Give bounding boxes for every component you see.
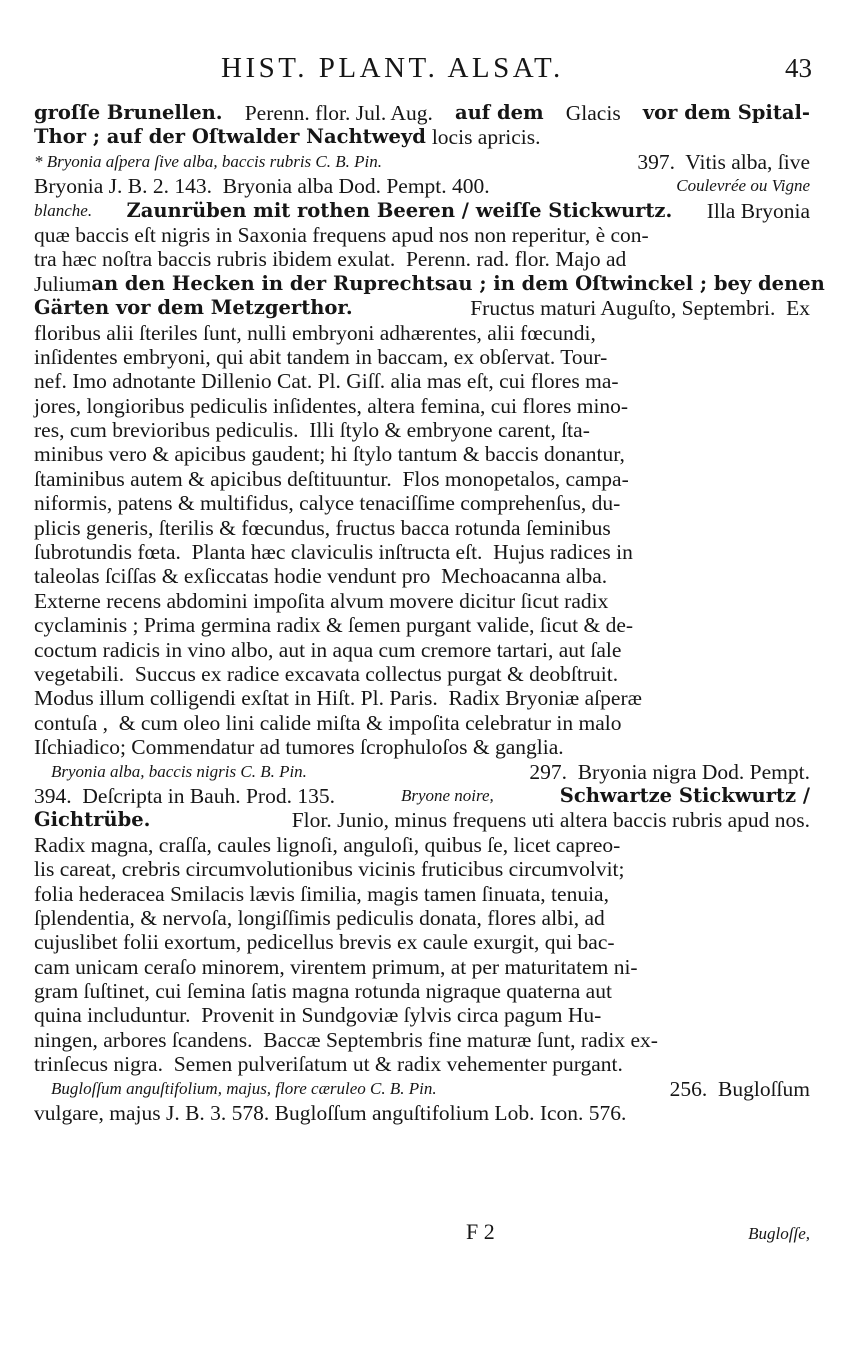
latin-text: Fructus maturi Auguſto, Septembri. Ex: [470, 296, 810, 321]
italic-citation-text: Bryonia alba, baccis nigris C. B. Pin.: [34, 761, 307, 781]
latin-text: inſidentes embryoni, qui abit tandem in baccam, ex obſervat. Tour-: [34, 344, 608, 369]
italic-citation-text: Bugloſſum anguſtifolium, majus, flore cæruleo C. B. Pin.: [34, 1078, 437, 1098]
text-line: [34, 1003, 810, 1027]
text-line: [34, 808, 810, 832]
italic-citation-text: * Bryonia aſpera ſive alba, baccis rubris C. B. Pin.: [34, 151, 382, 171]
german-vernacular-text: an den Hecken in der Ruprechtsau ; in dem Oſtwinckel ; bey denen: [91, 271, 825, 295]
latin-text: cyclaminis ; Prima germina radix & ſemen purgant valide, ſicut & de-: [34, 613, 634, 638]
latin-text: ningen, arbores ſcandens. Baccæ Septembris fine maturæ ſunt, radix ex-: [34, 1027, 658, 1052]
text-line: [34, 516, 810, 540]
text-line: [34, 369, 810, 393]
text-line: [34, 174, 810, 198]
latin-text: Glacis: [565, 101, 621, 125]
text-line: [34, 1028, 810, 1052]
text-line: [34, 979, 810, 1003]
text-line: [34, 564, 810, 588]
text-line: [34, 345, 810, 369]
text-line: [34, 271, 825, 296]
text-line: [34, 613, 810, 637]
text-line: [34, 882, 810, 906]
body-text: [34, 101, 825, 1126]
german-vernacular-text: Schwartze Stickwurtz /: [559, 783, 810, 807]
latin-text: Illa Bryonia: [706, 198, 810, 223]
italic-citation-text: blanche.: [34, 200, 93, 220]
latin-text: lis careat, crebris circumvolutionibus vicinis fruticibus circumvolvit;: [34, 857, 625, 882]
latin-text: locis apricis.: [431, 125, 541, 150]
latin-text: niformis, patens & multifidus, calyce tenaciſſime comprehenſus, du-: [34, 491, 621, 516]
text-line: [34, 223, 810, 247]
latin-text: cam unicam ceraſo minorem, virentem primum, at per maturitatem ni-: [34, 954, 638, 979]
latin-text: Bryonia J. B. 2. 143. Bryonia alba Dod. Pempt. 400.: [34, 174, 490, 199]
latin-text: ſubrotundis fœta. Planta hæc claviculis inſtructa eſt. Hujus radices in: [34, 540, 633, 565]
latin-text: gram ſuſtinet, cui ſemina ſatis magna rotunda nigraque quaterna aut: [34, 979, 612, 1004]
page-number: 43: [785, 53, 812, 83]
latin-text: quæ baccis eſt nigris in Saxonia frequens apud nos non reperitur, è con-: [34, 222, 649, 247]
latin-text: minibus vero & apicibus gaudent; hi ſtylo tantum & baccis donantur,: [34, 442, 625, 467]
text-line: [34, 418, 810, 442]
text-line: [34, 711, 810, 735]
text-line: [34, 125, 810, 149]
german-vernacular-text: Gichtrübe.: [34, 808, 151, 832]
text-line: [34, 686, 810, 710]
text-line: [34, 906, 810, 930]
latin-text: coctum radicis in vino albo, aut in aqua cum cremore tartari, aut ſale: [34, 637, 622, 662]
text-line: [34, 857, 810, 881]
latin-text: Flor. Junio, minus frequens uti altera baccis rubris apud nos.: [291, 808, 810, 833]
latin-text: floribus alii ſteriles ſunt, nulli embryoni adhærentes, alii fœcundi,: [34, 320, 596, 345]
running-title: HIST. PLANT. ALSAT.: [221, 52, 564, 84]
page-footer: [34, 1218, 810, 1246]
german-vernacular-text: vor dem Spital-: [642, 101, 810, 124]
latin-text: cujuslibet folii exortum, pedicellus brevis ex caule exurgit, qui bac-: [34, 930, 615, 955]
latin-text: 397. Vitis alba, ſive: [637, 149, 810, 174]
latin-text: ſtaminibus autem & apicibus deſtituuntur. Flos monopetalos, campa-: [34, 466, 629, 491]
latin-text: Modus illum colligendi exſtat in Hiſt. Pl. Paris. Radix Bryoniæ aſperæ: [34, 686, 642, 711]
latin-text: Perenn. flor. Jul. Aug.: [244, 101, 433, 125]
text-line: [34, 760, 810, 784]
text-line: [34, 199, 810, 223]
latin-text: jores, longioribus pediculis inſidentes, altera femina, cui flores mino-: [34, 393, 629, 418]
signature-mark: F 2: [466, 1219, 495, 1244]
text-line: [34, 662, 810, 686]
latin-text: 256. Bugloſſum: [669, 1076, 810, 1101]
text-line: [34, 321, 810, 345]
text-line: [34, 491, 810, 515]
latin-text: 394. Deſcripta in Bauh. Prod. 135.: [34, 783, 335, 808]
latin-text: contuſa , & cum oleo lini calide miſta & impoſita celebratur in malo: [34, 710, 622, 735]
text-line: [34, 296, 810, 320]
text-line: [34, 1077, 810, 1101]
text-line: [34, 930, 810, 954]
running-head: [0, 48, 850, 88]
text-line: [34, 784, 810, 808]
german-vernacular-text: Zaunrüben mit rothen Beeren / weiſſe Stickwurtz.: [126, 198, 673, 222]
latin-text: folia hederacea Smilacis lævis ſimilia, magis tamen ſinuata, tenuia,: [34, 881, 609, 906]
latin-text: Iſchiadico; Commendatur ad tumores ſcrophuloſos & ganglia.: [34, 735, 564, 760]
latin-text: taleolas ſciſſas & exſiccatas hodie vendunt pro Mechoacanna alba.: [34, 564, 608, 589]
german-vernacular-text: auf dem: [454, 101, 544, 124]
latin-text: Externe recens abdomini impoſita alvum movere dicitur ſicut radix: [34, 588, 609, 613]
text-line: [34, 735, 810, 759]
latin-text: ſplendentia, & nervoſa, longiſſimis pediculis donata, flores albi, ad: [34, 905, 605, 930]
latin-text: nef. Imo adnotante Dillenio Cat. Pl. Giſſ. alia mas eſt, cui flores ma-: [34, 369, 619, 394]
catchword: Bugloſſe,: [748, 1224, 810, 1243]
latin-text: res, cum brevioribus pediculis. Illi ſtylo & embryone carent, ſta-: [34, 418, 590, 443]
text-line: [34, 150, 810, 174]
text-line: [34, 394, 810, 418]
german-vernacular-text: Gärten vor dem Metzgerthor.: [34, 296, 353, 320]
latin-text: tra hæc noſtra baccis rubris ibidem exulat. Perenn. rad. flor. Majo ad: [34, 247, 627, 272]
text-line: [34, 1101, 810, 1125]
latin-text: trinſecus nigra. Semen pulveriſatum ut & radix vehementer purgant.: [34, 1052, 623, 1077]
text-line: [34, 442, 810, 466]
text-line: [34, 589, 810, 613]
german-vernacular-text: Thor ; auf der Oſtwalder Nachtweyd: [34, 125, 426, 149]
latin-text: plicis generis, ſterilis & fœcundus, fructus bacca rotunda ſeminibus: [34, 515, 611, 540]
text-line: [34, 955, 810, 979]
latin-text: vegetabili. Succus ex radice excavata collectus purgat & deobſtruit.: [34, 661, 619, 686]
latin-text: Radix magna, craſſa, caules lignoſi, anguloſi, quibus ſe, licet capreo-: [34, 832, 621, 857]
latin-text: quina includuntur. Provenit in Sundgoviæ ſylvis circa pagum Hu-: [34, 1003, 602, 1028]
text-line: [34, 833, 810, 857]
text-line: [34, 101, 810, 125]
text-line: [34, 467, 810, 491]
text-line: [34, 1052, 810, 1076]
german-vernacular-text: groſſe Brunellen.: [34, 101, 223, 124]
text-line: [34, 540, 810, 564]
latin-text: 297. Bryonia nigra Dod. Pempt.: [529, 759, 810, 784]
latin-text: vulgare, majus J. B. 3. 578. Bugloſſum anguſtifolium Lob. Icon. 576.: [34, 1101, 627, 1126]
text-line: [34, 638, 810, 662]
text-line: [34, 247, 810, 271]
italic-citation-text: Coulevrée ou Vigne: [676, 176, 810, 196]
italic-citation-text: Bryone noire,: [400, 785, 494, 805]
latin-text: Julium: [34, 271, 92, 296]
